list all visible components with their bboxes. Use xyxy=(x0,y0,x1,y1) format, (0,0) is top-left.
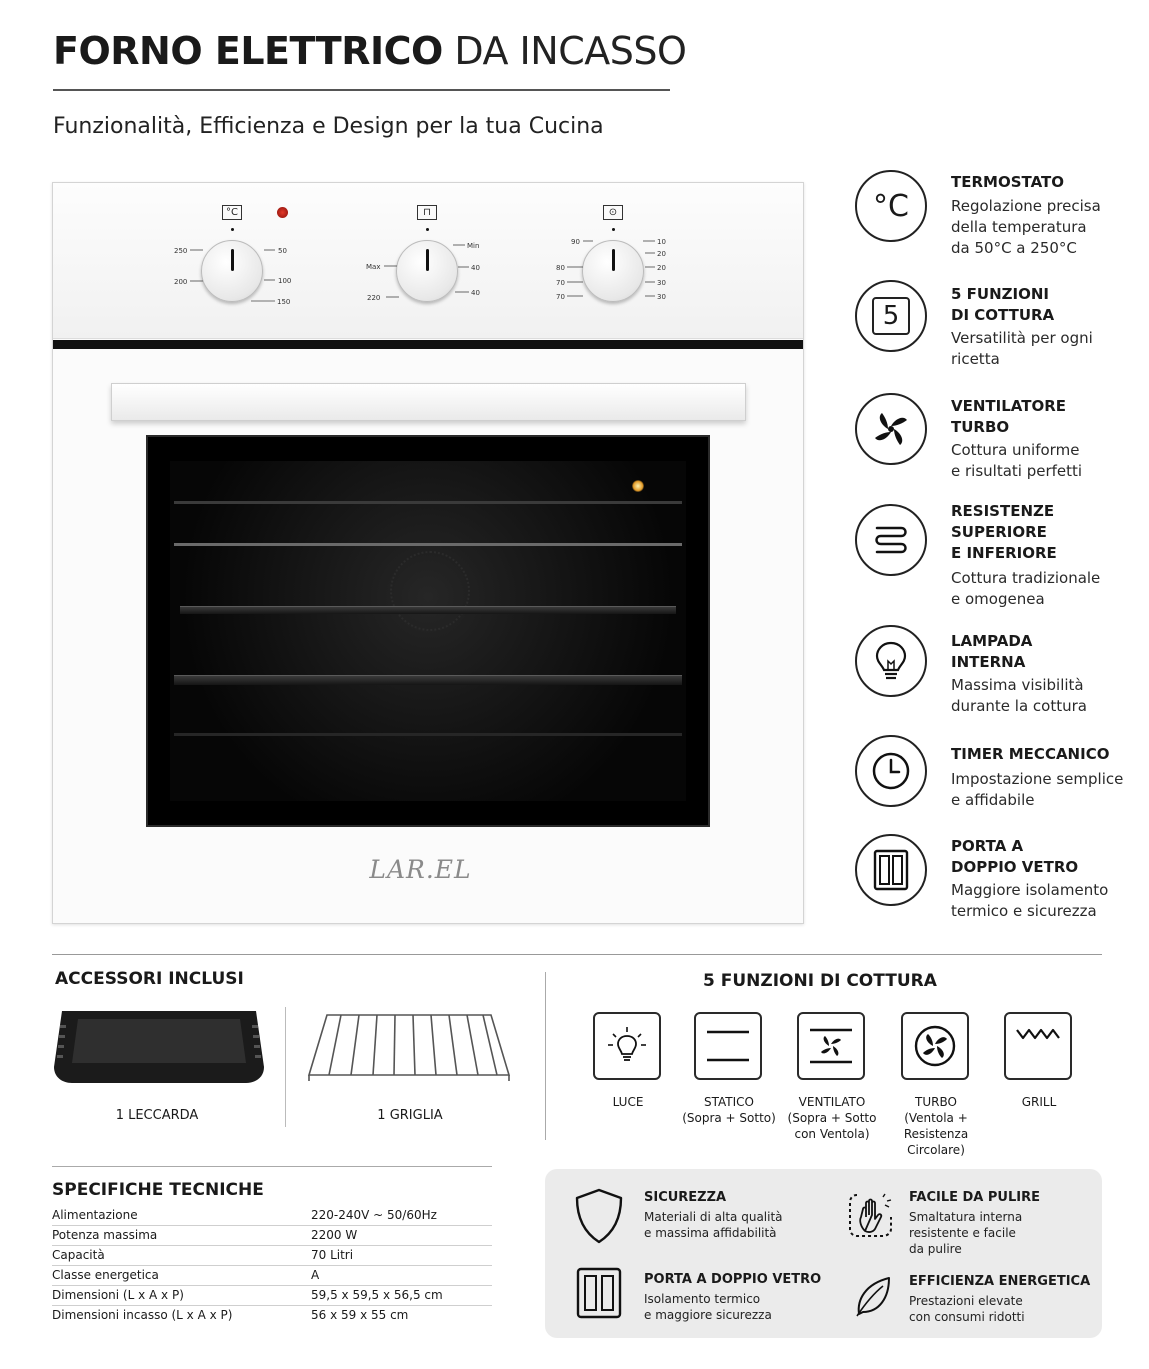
feature-desc: Regolazione precisa xyxy=(951,197,1101,215)
panel-seam xyxy=(53,340,803,349)
benefit-desc: resistente e facile xyxy=(909,1226,1016,1240)
control-panel xyxy=(53,183,803,339)
feature-desc: Versatilità per ogni xyxy=(951,329,1093,347)
mode-label-line: con Ventola) xyxy=(794,1127,870,1141)
accessory-label: 1 LECCARDA xyxy=(115,1108,199,1123)
double-door-icon xyxy=(575,1266,623,1324)
title-bold: FORNO ELETTRICO xyxy=(53,29,443,73)
spec-row xyxy=(52,1226,492,1246)
rack-guide xyxy=(174,501,682,504)
spec-key: Capacità xyxy=(52,1248,105,1262)
benefit-desc: Smaltatura interna xyxy=(909,1210,1023,1224)
mode-label-line: (Sopra + Sotto) xyxy=(682,1111,776,1125)
feature-desc: Maggiore isolamento xyxy=(951,881,1109,899)
baking-tray-icon xyxy=(52,1005,266,1093)
benefit-desc: Prestazioni elevate xyxy=(909,1294,1023,1308)
feature-title: VENTILATORE xyxy=(951,397,1067,415)
scale-label: 10 xyxy=(657,238,666,246)
benefit-desc: da pulire xyxy=(909,1242,962,1256)
clock-icon xyxy=(855,735,927,807)
mode-label-line: Resistenza xyxy=(903,1127,969,1141)
section-divider xyxy=(52,954,1102,955)
feature-desc: e affidabile xyxy=(951,791,1035,809)
benefit-title: SICUREZZA xyxy=(644,1190,727,1205)
feature-desc: termico e sicurezza xyxy=(951,902,1097,920)
scale-label: 20 xyxy=(657,264,666,272)
feature-title: TURBO xyxy=(951,418,1010,436)
mode-label xyxy=(989,1094,1089,1110)
spec-key: Classe energetica xyxy=(52,1268,159,1282)
mode-label-line: Circolare) xyxy=(907,1143,965,1157)
rear-fan-cover xyxy=(390,551,470,631)
accessories-title: ACCESSORI INCLUSI xyxy=(55,969,244,989)
accessory-divider xyxy=(285,1007,286,1127)
benefit-desc: Isolamento termico xyxy=(644,1292,761,1306)
lower-tray xyxy=(174,675,682,685)
accessory-label: 1 GRIGLIA xyxy=(377,1108,443,1123)
leaf-icon xyxy=(853,1274,893,1322)
scale-label: 30 xyxy=(657,293,666,301)
feature-title: PORTA A xyxy=(951,837,1024,855)
fan-icon xyxy=(855,393,927,465)
scale-label: 220 xyxy=(367,294,381,302)
feature-title: LAMPADA xyxy=(951,632,1033,650)
feature-desc: ricetta xyxy=(951,350,1000,368)
fan-assisted-mode-icon xyxy=(797,1012,865,1080)
light-bulb-icon xyxy=(855,625,927,697)
benefit-title: EFFICIENZA ENERGETICA xyxy=(909,1274,1091,1289)
column-divider xyxy=(545,972,546,1140)
feature-title: DOPPIO VETRO xyxy=(951,858,1079,876)
benefit-desc: e massima affidabilità xyxy=(644,1226,777,1240)
specs-divider xyxy=(52,1166,492,1167)
spec-key: Dimensioni incasso (L x A x P) xyxy=(52,1308,233,1322)
benefit-desc: con consumi ridotti xyxy=(909,1310,1025,1324)
scale-label: 150 xyxy=(277,298,291,306)
feature-desc: Massima visibilità xyxy=(951,676,1084,694)
scale-label: 70 xyxy=(556,293,565,301)
feature-title: 5 FUNZIONI xyxy=(951,285,1049,303)
thermostat-symbol-icon: °C xyxy=(222,205,242,220)
brand-logo: LAR.EL xyxy=(369,855,472,884)
celsius-icon: °C xyxy=(855,170,927,242)
feature-title: DI COTTURA xyxy=(951,306,1055,324)
scale-label: 50 xyxy=(278,247,287,255)
feature-desc: Cottura tradizionale xyxy=(951,569,1101,587)
hand-clean-icon xyxy=(847,1191,895,1243)
knob-scale-ticks xyxy=(53,183,803,339)
specs-title: SPECIFICHE TECNICHE xyxy=(52,1180,264,1200)
wire-rack-icon xyxy=(305,1011,513,1089)
scale-label: 40 xyxy=(471,264,480,272)
feature-title: SUPERIORE xyxy=(951,523,1047,541)
benefit-title: PORTA A DOPPIO VETRO xyxy=(644,1272,822,1287)
feature-desc: Cottura uniforme xyxy=(951,441,1080,459)
scale-label: 200 xyxy=(174,278,188,286)
double-glass-door-icon xyxy=(855,834,927,906)
mode-label xyxy=(679,1094,779,1126)
spec-key: Dimensioni (L x A x P) xyxy=(52,1288,184,1302)
feature-desc: e omogenea xyxy=(951,590,1045,608)
oven-cavity xyxy=(170,461,686,801)
feature-desc: della temperatura xyxy=(951,218,1087,236)
feature-title: TIMER MECCANICO xyxy=(951,745,1110,763)
title-underline xyxy=(53,89,670,91)
page-subtitle: Funzionalità, Efficienza e Design per la tua Cucina xyxy=(53,114,604,139)
mode-label xyxy=(886,1094,986,1158)
upper-rack xyxy=(174,543,682,546)
mode-label xyxy=(578,1094,678,1110)
five-functions-icon xyxy=(855,280,927,352)
benefits-panel xyxy=(545,1169,1102,1338)
feature-desc: da 50°C a 250°C xyxy=(951,239,1077,257)
cooking-modes-title: 5 FUNZIONI DI COTTURA xyxy=(703,971,937,991)
static-mode-icon xyxy=(694,1012,762,1080)
spec-value: 220-240V ~ 50/60Hz xyxy=(311,1208,437,1222)
scale-label: Min xyxy=(467,242,480,250)
spec-value: A xyxy=(311,1268,320,1282)
light-mode-icon xyxy=(593,1012,661,1080)
scale-label: 90 xyxy=(571,238,580,246)
mode-label-line: LUCE xyxy=(612,1095,644,1109)
middle-tray xyxy=(180,606,676,614)
spec-key: Alimentazione xyxy=(52,1208,138,1222)
door-window xyxy=(146,435,710,827)
scale-label: 20 xyxy=(657,250,666,258)
spec-key: Potenza massima xyxy=(52,1228,158,1242)
spec-value: 59,5 x 59,5 x 56,5 cm xyxy=(311,1288,443,1302)
feature-title: RESISTENZE xyxy=(951,502,1055,520)
scale-label: 30 xyxy=(657,279,666,287)
mode-label-line: GRILL xyxy=(1021,1095,1057,1109)
spec-value: 56 x 59 x 55 cm xyxy=(311,1308,409,1322)
feature-title: E INFERIORE xyxy=(951,544,1057,562)
spec-row xyxy=(52,1306,492,1326)
feature-title: TERMOSTATO xyxy=(951,173,1065,191)
benefit-title: FACILE DA PULIRE xyxy=(909,1190,1040,1205)
spec-row xyxy=(52,1286,492,1306)
mode-label-line: VENTILATO xyxy=(798,1095,866,1109)
five-glyph: 5 xyxy=(872,297,910,335)
grill-mode-icon xyxy=(1004,1012,1072,1080)
scale-label: 250 xyxy=(174,247,188,255)
feature-desc: Impostazione semplice xyxy=(951,770,1124,788)
mode-label xyxy=(782,1094,882,1142)
spec-row xyxy=(52,1246,492,1266)
feature-desc: e risultati perfetti xyxy=(951,462,1083,480)
benefit-desc: e maggiore sicurezza xyxy=(644,1308,772,1322)
spec-value: 70 Litri xyxy=(311,1248,354,1262)
benefit-desc: Materiali di alta qualità xyxy=(644,1210,783,1224)
turbo-mode-icon xyxy=(901,1012,969,1080)
scale-label: 70 xyxy=(556,279,565,287)
mode-label-line: (Sopra + Sotto xyxy=(787,1111,877,1125)
mode-label-line: (Ventola + xyxy=(904,1111,968,1125)
feature-desc: durante la cottura xyxy=(951,697,1087,715)
feature-title: INTERNA xyxy=(951,653,1026,671)
mode-label-line: TURBO xyxy=(915,1095,957,1109)
oven-image xyxy=(52,182,804,924)
function-symbol-icon: ⊓ xyxy=(417,205,437,220)
door-handle xyxy=(111,383,746,421)
scale-label: 100 xyxy=(278,277,292,285)
page-title xyxy=(53,28,686,74)
title-light: DA INCASSO xyxy=(454,29,687,73)
bottom-rack xyxy=(174,733,682,736)
heating-element-icon xyxy=(855,504,927,576)
mode-label-line: STATICO xyxy=(704,1095,754,1109)
scale-label: 40 xyxy=(471,289,480,297)
scale-label: Max xyxy=(366,263,381,271)
spec-value: 2200 W xyxy=(311,1228,358,1242)
interior-lamp xyxy=(632,480,644,492)
spec-row xyxy=(52,1206,492,1226)
scale-label: 80 xyxy=(556,264,565,272)
spec-row xyxy=(52,1266,492,1286)
shield-icon xyxy=(573,1187,625,1249)
timer-symbol-icon: ⊙ xyxy=(603,205,623,220)
